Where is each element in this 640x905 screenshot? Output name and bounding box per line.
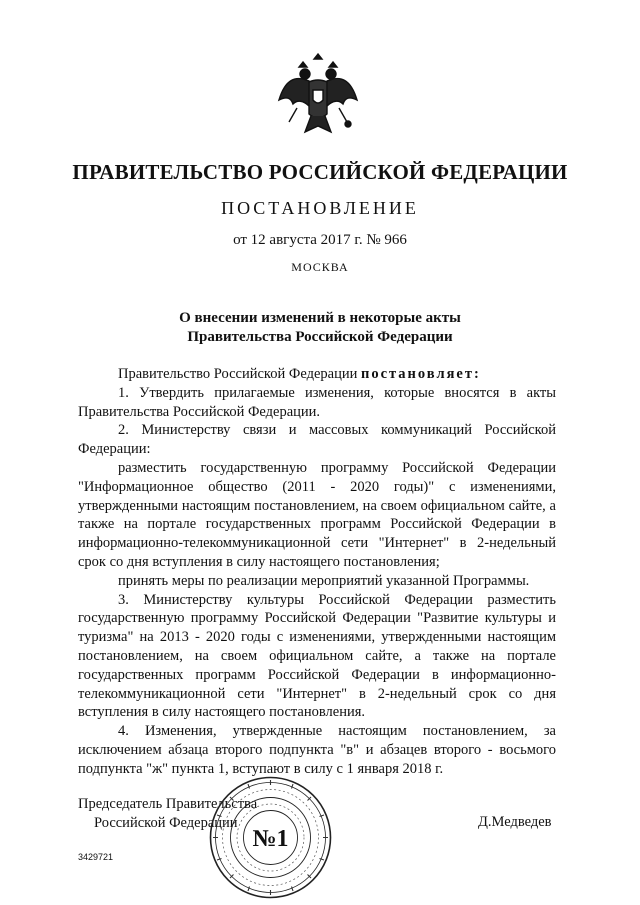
body-paragraph: принять меры по реализации мероприятий указанной Программы.	[118, 572, 530, 589]
signatory-name: Д.Медведев	[478, 814, 552, 830]
position-line: Российской Федерации	[94, 815, 238, 831]
document-type: ПОСТАНОВЛЕНИЕ	[221, 198, 419, 218]
document-subject	[0, 309, 640, 347]
preamble-text: Правительство Российской Федерации	[118, 366, 361, 382]
document-code: 3429721	[78, 852, 114, 862]
decree-word: постановляет:	[360, 366, 481, 382]
body-paragraph: 3. Министерству культуры Российской Федерации разместить государственную программу Российской Федерации "Развитие культуры и туризма" на 2013 - 2020 годы с изменениями, утвержденными настоящим постановлением, на своем официальном сайте, а также на портале государственных программ Российской Федерации в информационно-телекоммуникационной сети "Интернет" в 2-недельный срок со дня вступления в силу настоящего постановления.	[78, 591, 556, 721]
body-paragraph: разместить государственную программу Российской Федерации "Информационное общество (2011 - 2020 годы)" с изменениями, утвержденными настоящим постановлением, на своем официальном сайте, а также на портале государственных программ Российской Федерации в информационно-телекоммуникационной сети "Интернет" в 2-недельный срок со дня вступления в силу настоящего постановления;	[78, 459, 556, 570]
body-paragraph: 2. Министерству связи и массовых коммуникаций Российской Федерации:	[78, 422, 556, 458]
body-paragraph: 1. Утвердить прилагаемые изменения, которые вносятся в акты Правительства Российской Федерации.	[78, 384, 556, 420]
document-body	[78, 365, 556, 779]
document-date-number: от 12 августа 2017 г. № 966	[233, 232, 407, 248]
seal-number: №1	[252, 826, 289, 852]
round-seal-stamp-icon	[208, 775, 333, 900]
government-title: ПРАВИТЕЛЬСТВО РОССИЙСКОЙ ФЕДЕРАЦИИ	[72, 160, 568, 184]
double-headed-eagle-emblem-icon	[275, 48, 361, 140]
subject-line: О внесении изменений в некоторые акты	[179, 310, 461, 326]
position-line: Председатель Правительства	[78, 796, 258, 812]
body-paragraph	[78, 365, 556, 384]
document-city: МОСКВА	[291, 260, 349, 274]
subject-line: Правительства Российской Федерации	[187, 329, 453, 345]
body-paragraph: 4. Изменения, утвержденные настоящим постановлением, за исключением абзаца второго подпункта "в" и абзацев второго - восьмого подпункта "ж" пункта 1, вступают в силу с 1 января 2018 г.	[78, 723, 556, 777]
